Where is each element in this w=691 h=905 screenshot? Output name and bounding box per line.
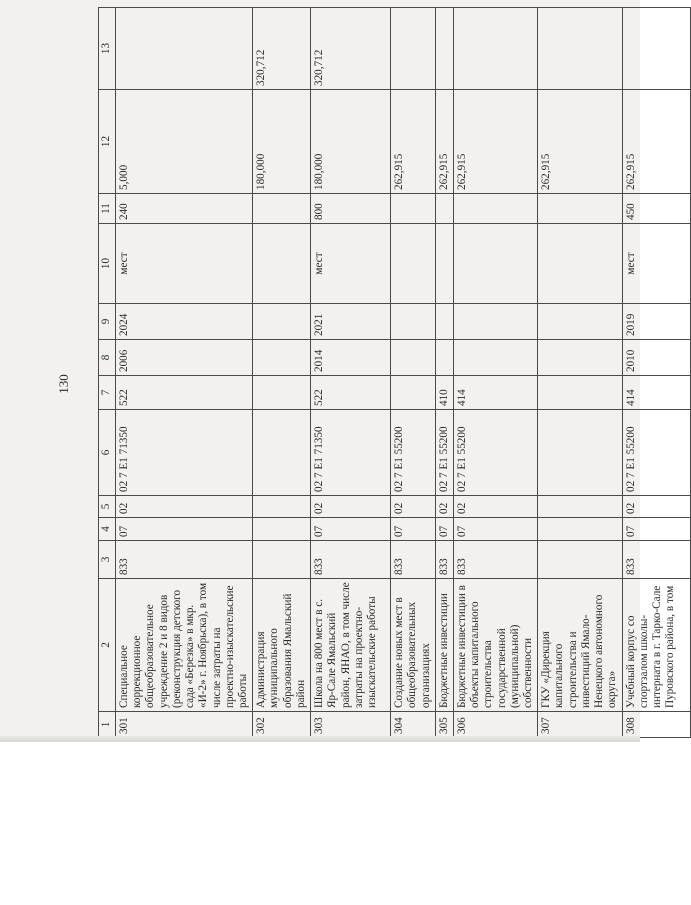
col-header: 11 — [99, 194, 116, 224]
table-row — [622, 8, 690, 738]
cell-section — [538, 518, 622, 541]
cell-section: 07 — [435, 518, 453, 541]
cell-amount: 262,915 — [391, 90, 436, 194]
cell-amount: 262,915 — [453, 90, 537, 194]
cell-start-year — [253, 340, 311, 376]
cell-start-year — [435, 340, 453, 376]
cell-subsection: 02 — [311, 496, 391, 518]
cell-amount: 180,000 — [253, 90, 311, 194]
col-header: 9 — [99, 304, 116, 340]
cell-amount-2: 320,712 — [311, 8, 391, 90]
cell-code — [538, 541, 622, 579]
cell-start-year — [538, 340, 622, 376]
cell-subsection — [538, 496, 622, 518]
cell-num: 308 — [622, 712, 690, 738]
cell-amount-2 — [116, 8, 253, 90]
cell-amount-2 — [453, 8, 537, 90]
cell-target-article: 02 7 E1 55200 — [435, 410, 453, 496]
cell-target-article: 02 7 E1 55200 — [391, 410, 436, 496]
cell-unit — [538, 224, 622, 304]
page-number: 130 — [56, 374, 71, 394]
cell-end-year — [391, 304, 436, 340]
cell-start-year — [453, 340, 537, 376]
cell-name: Бюджетные инвестиции — [435, 579, 453, 712]
cell-amount: 180,000 — [311, 90, 391, 194]
cell-start-year: 2014 — [311, 340, 391, 376]
cell-unit: мест — [116, 224, 253, 304]
cell-section: 07 — [391, 518, 436, 541]
cell-amount-2 — [538, 8, 622, 90]
cell-section: 07 — [622, 518, 690, 541]
cell-subsection: 02 — [435, 496, 453, 518]
cell-amount: 262,915 — [622, 90, 690, 194]
cell-unit — [391, 224, 436, 304]
cell-unit — [435, 224, 453, 304]
cell-expense-type: 410 — [435, 376, 453, 410]
cell-section — [253, 518, 311, 541]
table-row — [435, 8, 453, 738]
cell-amount-2 — [435, 8, 453, 90]
cell-end-year — [453, 304, 537, 340]
cell-subsection: 02 — [453, 496, 537, 518]
cell-name: Школа на 800 мест в с. Яр-Сале Ямальский район, ЯНАО, в том числе затраты на проектно-изыскательские работы — [311, 579, 391, 712]
cell-target-article — [253, 410, 311, 496]
cell-name: Специальное коррекционное общеобразовательное учреждение 2 и 8 видов (реконструкция детского сада «Березка» в мкр. «И-2» г. Ноябрьска), в том числе затраты на проектно-изыскательские работы — [116, 579, 253, 712]
cell-amount-2: 320,712 — [253, 8, 311, 90]
cell-unit — [253, 224, 311, 304]
cell-num: 305 — [435, 712, 453, 738]
table-row — [453, 8, 537, 738]
table-row — [311, 8, 391, 738]
cell-name: Создание новых мест в общеобразовательных организациях — [391, 579, 436, 712]
cell-code: 833 — [116, 541, 253, 579]
cell-code: 833 — [453, 541, 537, 579]
cell-amount-2 — [391, 8, 436, 90]
cell-subsection: 02 — [116, 496, 253, 518]
cell-subsection — [253, 496, 311, 518]
cell-name: Бюджетные инвестиции в объекты капитального строительства государственной (муниципальной) собственности — [453, 579, 537, 712]
cell-end-year: 2019 — [622, 304, 690, 340]
cell-section: 07 — [311, 518, 391, 541]
cell-unit: мест — [311, 224, 391, 304]
rotated-table-container — [98, 8, 677, 738]
cell-capacity — [453, 194, 537, 224]
cell-name: Учебный корпус со спортзалом школы-интерната в г. Тарко-Сале Пуровского района, в том — [622, 579, 690, 712]
cell-capacity — [253, 194, 311, 224]
cell-unit — [453, 224, 537, 304]
cell-expense-type: 414 — [622, 376, 690, 410]
cell-amount: 5,000 — [116, 90, 253, 194]
col-header: 13 — [99, 8, 116, 90]
table-row — [253, 8, 311, 738]
cell-capacity: 800 — [311, 194, 391, 224]
cell-end-year — [435, 304, 453, 340]
budget-table — [98, 7, 691, 738]
cell-target-article: 02 7 E1 55200 — [453, 410, 537, 496]
cell-subsection: 02 — [391, 496, 436, 518]
cell-num: 301 — [116, 712, 253, 738]
cell-capacity — [391, 194, 436, 224]
cell-code — [253, 541, 311, 579]
cell-end-year — [538, 304, 622, 340]
cell-expense-type — [253, 376, 311, 410]
cell-num: 302 — [253, 712, 311, 738]
col-header: 4 — [99, 518, 116, 541]
cell-end-year — [253, 304, 311, 340]
cell-capacity — [435, 194, 453, 224]
cell-capacity: 240 — [116, 194, 253, 224]
cell-expense-type: 522 — [311, 376, 391, 410]
cell-num: 306 — [453, 712, 537, 738]
col-header: 3 — [99, 541, 116, 579]
cell-end-year: 2021 — [311, 304, 391, 340]
cell-start-year — [391, 340, 436, 376]
cell-num: 304 — [391, 712, 436, 738]
col-header: 1 — [99, 712, 116, 738]
cell-target-article — [538, 410, 622, 496]
table-row — [391, 8, 436, 738]
table-row — [538, 8, 622, 738]
cell-amount: 262,915 — [435, 90, 453, 194]
cell-target-article: 02 7 E1 71350 — [311, 410, 391, 496]
cell-code: 833 — [391, 541, 436, 579]
cell-num: 307 — [538, 712, 622, 738]
cell-code: 833 — [622, 541, 690, 579]
cell-amount-2 — [622, 8, 690, 90]
cell-capacity — [538, 194, 622, 224]
cell-start-year: 2010 — [622, 340, 690, 376]
col-header: 7 — [99, 376, 116, 410]
cell-code: 833 — [435, 541, 453, 579]
cell-code: 833 — [311, 541, 391, 579]
cell-end-year: 2024 — [116, 304, 253, 340]
cell-expense-type — [391, 376, 436, 410]
cell-capacity: 450 — [622, 194, 690, 224]
col-header: 2 — [99, 579, 116, 712]
cell-unit: мест — [622, 224, 690, 304]
cell-expense-type — [538, 376, 622, 410]
col-header: 12 — [99, 90, 116, 194]
cell-target-article: 02 7 E1 71350 — [116, 410, 253, 496]
cell-amount: 262,915 — [538, 90, 622, 194]
col-header: 6 — [99, 410, 116, 496]
cell-section: 07 — [453, 518, 537, 541]
col-header: 10 — [99, 224, 116, 304]
cell-num: 303 — [311, 712, 391, 738]
col-header: 8 — [99, 340, 116, 376]
cell-subsection: 02 — [622, 496, 690, 518]
cell-target-article: 02 7 E1 55200 — [622, 410, 690, 496]
cell-name: ГКУ «Дирекция капитального строительства и инвестиций Ямало-Ненецкого автономного округа» — [538, 579, 622, 712]
cell-expense-type: 414 — [453, 376, 537, 410]
cell-section: 07 — [116, 518, 253, 541]
cell-start-year: 2006 — [116, 340, 253, 376]
cell-name: Администрация муниципального образования Ямальский район — [253, 579, 311, 712]
cell-expense-type: 522 — [116, 376, 253, 410]
table-row — [116, 8, 253, 738]
header-row — [99, 8, 116, 738]
col-header: 5 — [99, 496, 116, 518]
